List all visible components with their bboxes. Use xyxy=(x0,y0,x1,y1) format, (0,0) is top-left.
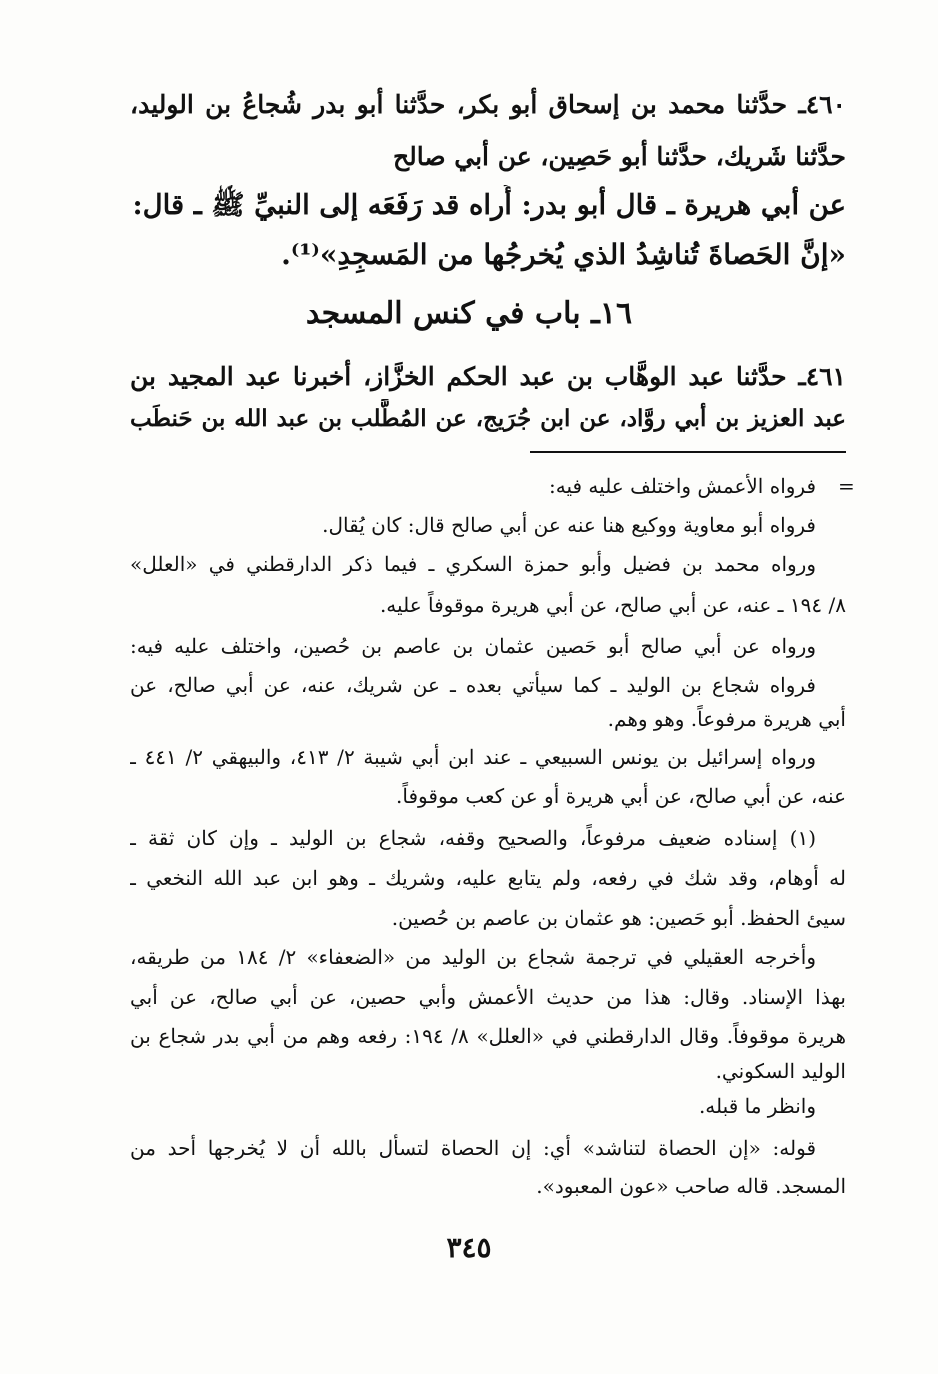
hadith-461-line-2: عبد العزيز بن أبي روَّاد، عن ابن جُرَيج، عن المُطَّلب بن عبد الله بن حَنطَب xyxy=(130,405,846,432)
hadith-460-line-4: «إنَّ الحَصاةَ تُناشِدُ الذي يُخرجُها من المَسجِدِ»⁽¹⁾. xyxy=(281,238,846,271)
hadith-460-line-2: حدَّثنا شَريك، حدَّثنا أبو حَصِين، عن أبي صالح xyxy=(392,142,846,171)
footnote-1-line: (١) إسناده ضعيف مرفوعاً، والصحيح وقفه، شجاع بن الوليد ـ وإن كان ثقة ـ xyxy=(130,826,816,850)
footnote-line: عنه، عن أبي صالح، عن أبي هريرة أو عن كعب موقوفاً. xyxy=(396,784,846,808)
footnote-1-line: الوليد السكوني. xyxy=(715,1059,846,1083)
footnote-line: ورواه إسرائيل بن يونس السبيعي ـ عند ابن أبي شيبة ٢/ ٤١٣، والبيهقي ٢/ ٤٤١ ـ xyxy=(130,745,817,769)
hadith-460-line-1: ٤٦٠ـ حدَّثنا محمد بن إسحاق أبو بكر، حدَّثنا أبو بدر شُجاعُ بن الوليد، xyxy=(130,90,846,119)
footnote-line: فرواه أبو معاوية ووكيع هنا عنه عن أبي صالح قال: كان يُقال. xyxy=(322,513,816,537)
footnote-separator xyxy=(530,451,846,453)
footnote-line: فرواه شجاع بن الوليد ـ كما سيأتي بعده ـ عن شريك، عنه، عن أبي صالح، عن xyxy=(130,673,816,697)
footnote-line: ورواه محمد بن فضيل وأبو حمزة السكري ـ فيما ذكر الدارقطني في «العلل» xyxy=(130,552,816,576)
continuation-mark: = xyxy=(838,474,855,498)
page-number: ٣٤٥ xyxy=(446,1231,492,1264)
footnote-line: ٨/ ١٩٤ ـ عنه، عن أبي صالح، عن أبي هريرة موقوفاً عليه. xyxy=(379,593,846,617)
footnote-line: أبي هريرة مرفوعاً. وهو وهم. xyxy=(607,707,846,731)
footnote-1-line: سيئ الحفظ. أبو حَصين: هو عثمان بن عاصم بن حُصين. xyxy=(391,906,846,930)
footnote-1-line: وأخرجه العقيلي في ترجمة شجاع بن الوليد من «الضعفاء» ٢/ ١٨٤ من طريقه، xyxy=(130,945,817,969)
chapter-heading: ١٦ـ باب في كنس المسجد xyxy=(305,296,633,331)
hadith-460-line-3: عن أبي هريرة ـ قال أبو بدر: أُراه قد رَفَعَه إلى النبيِّ ﷺ ـ قال: xyxy=(132,189,846,221)
footnote-1-line: قوله: «إن الحصاة لتناشد» أي: إن الحصاة لتسأل بالله أن لا يُخرجها أحد من xyxy=(130,1136,816,1160)
footnote-1-line: المسجد. قاله صاحب «عون المعبود». xyxy=(536,1174,846,1198)
hadith-461-line-1: ٤٦١ـ حدَّثنا عبد الوهَّاب بن عبد الحكم الخزَّاز، أخبرنا عبد المجيد بن xyxy=(130,362,846,391)
footnote-line: ورواه عن أبي صالح أبو حَصين عثمان بن عاصم بن حُصين، واختلف عليه فيه: xyxy=(130,634,816,658)
footnote-1-line: وانظر ما قبله. xyxy=(698,1094,816,1118)
footnote-1-line: بهذا الإسناد. وقال: هذا من حديث الأعمش وأبي حصين، عن أبي صالح، عن أبي xyxy=(130,985,846,1009)
footnote-line: فرواه الأعمش واختلف عليه فيه: xyxy=(549,474,816,498)
footnote-1-line: له أوهام، وقد شك في رفعه، ولم يتابع عليه، وشريك ـ وهو ابن عبد الله النخعي ـ xyxy=(130,866,846,890)
footnote-1-line: هريرة موقوفاً. وقال الدارقطني في «العلل» ٨/ ١٩٤: رفعه وهم من أبي بدر شجاع بن xyxy=(130,1024,846,1048)
